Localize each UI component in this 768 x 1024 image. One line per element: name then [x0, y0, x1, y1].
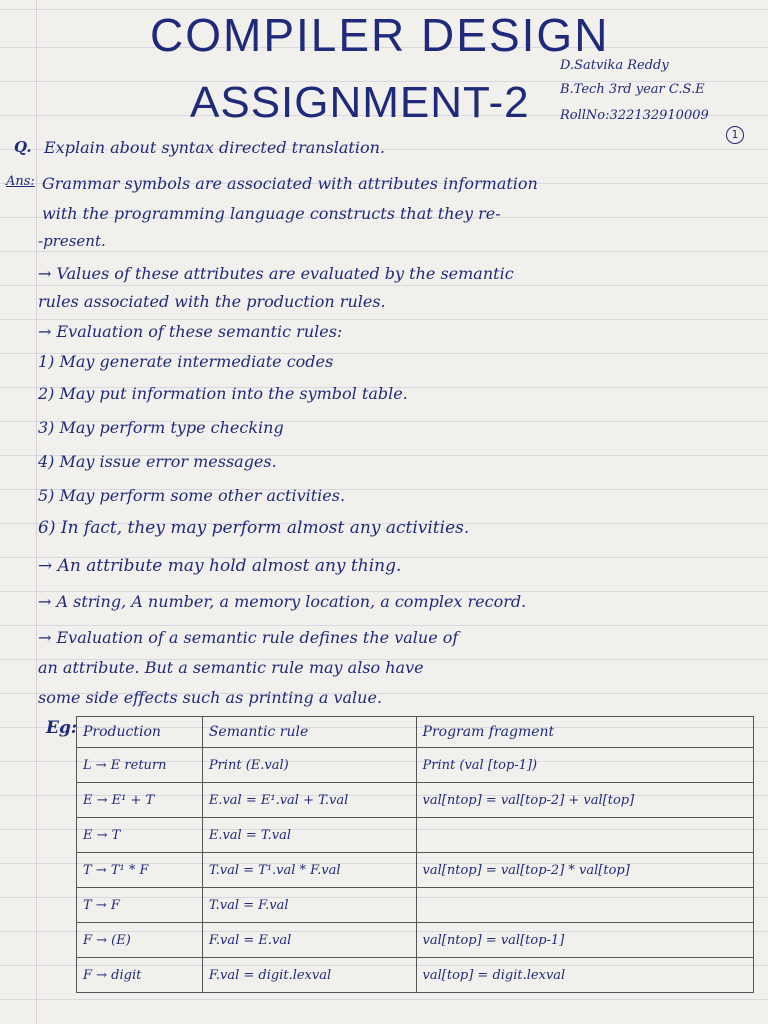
production-cell: F → digit — [77, 958, 203, 993]
production-cell: T → T¹ * F — [77, 853, 203, 888]
example-label: Eg: — [46, 718, 78, 738]
answer-line: → Values of these attributes are evaluated by the semantic — [38, 264, 514, 283]
table-row — [77, 888, 754, 923]
answer-line: 4) May issue error messages. — [38, 452, 277, 471]
answer-line: 1) May generate intermediate codes — [38, 352, 334, 371]
program-fragment-cell: Print (val [top-1]) — [416, 748, 753, 783]
sdt-table — [76, 716, 754, 993]
program-fragment-cell — [416, 888, 753, 923]
production-cell: F → (E) — [77, 923, 203, 958]
production-cell: L → E return — [77, 748, 203, 783]
table-row — [77, 748, 754, 783]
question-text: Explain about syntax directed translation. — [44, 138, 385, 157]
answer-line: 6) In fact, they may perform almost any activities. — [38, 518, 470, 538]
page-number: 1 — [726, 126, 744, 144]
semantic-rule-cell: T.val = F.val — [202, 888, 416, 923]
author-name: D.Satvika Reddy — [560, 58, 669, 73]
answer-line: Grammar symbols are associated with attributes information — [42, 174, 538, 193]
semantic-rule-cell: F.val = E.val — [202, 923, 416, 958]
table-row — [77, 923, 754, 958]
production-cell: E → E¹ + T — [77, 783, 203, 818]
answer-line: with the programming language constructs that they re- — [42, 204, 501, 223]
answer-label: Ans: — [6, 174, 35, 189]
semantic-rule-cell: E.val = E¹.val + T.val — [202, 783, 416, 818]
answer-line: -present. — [38, 232, 106, 250]
answer-line: rules associated with the production rules. — [38, 292, 386, 311]
program-fragment-cell: val[top] = digit.lexval — [416, 958, 753, 993]
header-program-fragment: Program fragment — [416, 717, 753, 748]
page-title: COMPILER DESIGN — [150, 9, 610, 61]
program-fragment-cell: val[ntop] = val[top-2] * val[top] — [416, 853, 753, 888]
program-fragment-cell: val[ntop] = val[top-2] + val[top] — [416, 783, 753, 818]
answer-line: 3) May perform type checking — [38, 418, 284, 437]
program-fragment-cell — [416, 818, 753, 853]
answer-line: → A string, A number, a memory location, a complex record. — [38, 592, 527, 611]
header-production: Production — [77, 717, 203, 748]
table-row — [77, 818, 754, 853]
table-header-row — [77, 717, 754, 748]
author-course: B.Tech 3rd year C.S.E — [560, 82, 705, 97]
answer-line: → Evaluation of a semantic rule defines the value of — [38, 628, 459, 647]
author-roll: RollNo:322132910009 — [560, 108, 709, 123]
semantic-rule-cell: F.val = digit.lexval — [202, 958, 416, 993]
table-row — [77, 853, 754, 888]
answer-line: → An attribute may hold almost any thing. — [38, 556, 402, 576]
program-fragment-cell: val[ntop] = val[top-1] — [416, 923, 753, 958]
answer-line: some side effects such as printing a value. — [38, 688, 383, 707]
production-cell: E → T — [77, 818, 203, 853]
page-subtitle: ASSIGNMENT-2 — [190, 78, 530, 127]
table-row — [77, 958, 754, 993]
semantic-rule-cell: E.val = T.val — [202, 818, 416, 853]
answer-line: an attribute. But a semantic rule may also have — [38, 658, 424, 677]
answer-line: 5) May perform some other activities. — [38, 486, 346, 505]
question-label: Q. — [14, 138, 32, 156]
answer-line: → Evaluation of these semantic rules: — [38, 322, 343, 341]
table-row — [77, 783, 754, 818]
semantic-rule-cell: T.val = T¹.val * F.val — [202, 853, 416, 888]
header-semantic-rule: Semantic rule — [202, 717, 416, 748]
margin-line — [36, 0, 37, 1024]
answer-line: 2) May put information into the symbol table. — [38, 384, 408, 403]
semantic-rule-cell: Print (E.val) — [202, 748, 416, 783]
production-cell: T → F — [77, 888, 203, 923]
